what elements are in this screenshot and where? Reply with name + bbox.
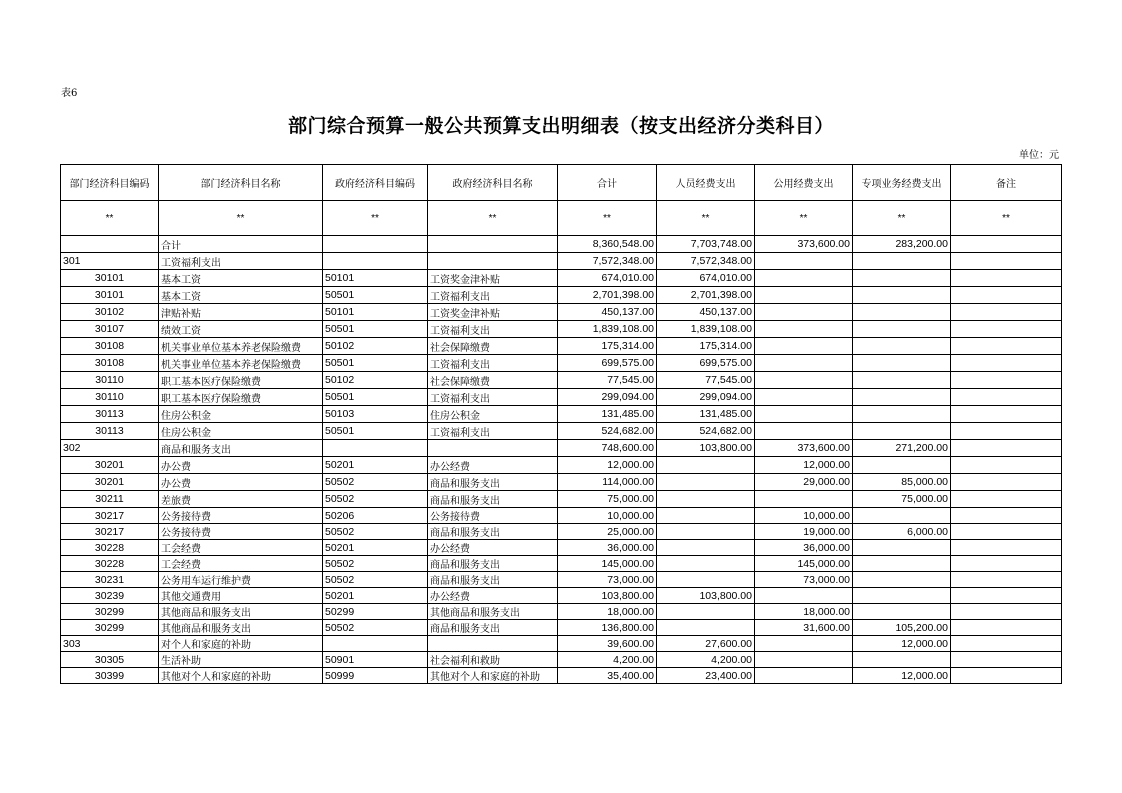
- dept-code-cell: 30110: [61, 389, 159, 406]
- remarks-cell: [951, 287, 1062, 304]
- gov-name-cell: [428, 440, 558, 457]
- gov-code-cell: 50501: [323, 321, 428, 338]
- total-cell: 2,701,398.00: [558, 287, 657, 304]
- gov-name-cell: 商品和服务支出: [428, 556, 558, 572]
- special-cell: 12,000.00: [853, 668, 951, 684]
- dept-code-cell: 30299: [61, 604, 159, 620]
- total-cell: 36,000.00: [558, 540, 657, 556]
- total-cell: 131,485.00: [558, 406, 657, 423]
- table-row: [61, 508, 1062, 524]
- table-row: [61, 287, 1062, 304]
- dept-code-cell: 30101: [61, 270, 159, 287]
- personnel-cell: 27,600.00: [657, 636, 755, 652]
- table-row: [61, 540, 1062, 556]
- budget-table: [60, 164, 1062, 684]
- public-cell: [755, 321, 853, 338]
- special-cell: 271,200.00: [853, 440, 951, 457]
- personnel-cell: 2,701,398.00: [657, 287, 755, 304]
- gov-code-cell: 50101: [323, 270, 428, 287]
- table-row: [61, 636, 1062, 652]
- public-cell: [755, 355, 853, 372]
- header-gov-code: 政府经济科目编码: [323, 165, 428, 201]
- gov-name-cell: 商品和服务支出: [428, 474, 558, 491]
- gov-name-cell: 公务接待费: [428, 508, 558, 524]
- table-row: [61, 423, 1062, 440]
- dept-code-cell: 30108: [61, 355, 159, 372]
- gov-name-cell: 社会福利和救助: [428, 652, 558, 668]
- personnel-cell: 7,703,748.00: [657, 236, 755, 253]
- public-cell: [755, 668, 853, 684]
- dept-code-cell: 30299: [61, 620, 159, 636]
- public-cell: [755, 389, 853, 406]
- dept-code-cell: 301: [61, 253, 159, 270]
- table-row: [61, 270, 1062, 287]
- personnel-cell: 131,485.00: [657, 406, 755, 423]
- personnel-cell: 674,010.00: [657, 270, 755, 287]
- gov-code-cell: 50299: [323, 604, 428, 620]
- gov-code-cell: 50502: [323, 524, 428, 540]
- gov-name-cell: 办公经费: [428, 588, 558, 604]
- public-cell: 10,000.00: [755, 508, 853, 524]
- dept-name-cell: 合计: [159, 236, 323, 253]
- total-cell: 524,682.00: [558, 423, 657, 440]
- special-cell: [853, 652, 951, 668]
- remarks-cell: [951, 321, 1062, 338]
- personnel-cell: 175,314.00: [657, 338, 755, 355]
- table-row: [61, 556, 1062, 572]
- total-cell: 450,137.00: [558, 304, 657, 321]
- remarks-cell: [951, 620, 1062, 636]
- placeholder-cell: **: [755, 201, 853, 236]
- personnel-cell: [657, 540, 755, 556]
- header-dept-code: 部门经济科目编码: [61, 165, 159, 201]
- personnel-cell: 4,200.00: [657, 652, 755, 668]
- public-cell: 18,000.00: [755, 604, 853, 620]
- dept-name-cell: 职工基本医疗保险缴费: [159, 389, 323, 406]
- special-cell: [853, 253, 951, 270]
- dept-code-cell: 30239: [61, 588, 159, 604]
- remarks-cell: [951, 372, 1062, 389]
- public-cell: 373,600.00: [755, 440, 853, 457]
- public-cell: [755, 304, 853, 321]
- gov-name-cell: [428, 636, 558, 652]
- placeholder-cell: **: [159, 201, 323, 236]
- remarks-cell: [951, 457, 1062, 474]
- remarks-cell: [951, 304, 1062, 321]
- gov-code-cell: 50502: [323, 556, 428, 572]
- dept-name-cell: 机关事业单位基本养老保险缴费: [159, 338, 323, 355]
- dept-name-cell: 其他对个人和家庭的补助: [159, 668, 323, 684]
- total-cell: 136,800.00: [558, 620, 657, 636]
- total-cell: 73,000.00: [558, 572, 657, 588]
- dept-code-cell: 30217: [61, 524, 159, 540]
- public-cell: [755, 270, 853, 287]
- remarks-cell: [951, 389, 1062, 406]
- gov-name-cell: 工资福利支出: [428, 287, 558, 304]
- personnel-cell: [657, 572, 755, 588]
- dept-name-cell: 住房公积金: [159, 423, 323, 440]
- dept-name-cell: 基本工资: [159, 287, 323, 304]
- dept-code-cell: 30108: [61, 338, 159, 355]
- gov-name-cell: 商品和服务支出: [428, 620, 558, 636]
- public-cell: 12,000.00: [755, 457, 853, 474]
- public-cell: [755, 652, 853, 668]
- header-public: 公用经费支出: [755, 165, 853, 201]
- public-cell: [755, 287, 853, 304]
- dept-name-cell: 办公费: [159, 474, 323, 491]
- remarks-cell: [951, 556, 1062, 572]
- personnel-cell: 103,800.00: [657, 440, 755, 457]
- dept-code-cell: 30113: [61, 423, 159, 440]
- gov-code-cell: 50501: [323, 423, 428, 440]
- gov-name-cell: [428, 236, 558, 253]
- gov-code-cell: 50502: [323, 474, 428, 491]
- gov-code-cell: 50999: [323, 668, 428, 684]
- dept-code-cell: 30399: [61, 668, 159, 684]
- table-row: [61, 304, 1062, 321]
- gov-name-cell: 其他对个人和家庭的补助: [428, 668, 558, 684]
- gov-name-cell: 办公经费: [428, 457, 558, 474]
- total-cell: 7,572,348.00: [558, 253, 657, 270]
- remarks-cell: [951, 440, 1062, 457]
- public-cell: 29,000.00: [755, 474, 853, 491]
- gov-name-cell: [428, 253, 558, 270]
- dept-code-cell: 30217: [61, 508, 159, 524]
- personnel-cell: [657, 556, 755, 572]
- gov-name-cell: 住房公积金: [428, 406, 558, 423]
- public-cell: 373,600.00: [755, 236, 853, 253]
- special-cell: 12,000.00: [853, 636, 951, 652]
- personnel-cell: [657, 474, 755, 491]
- header-special: 专项业务经费支出: [853, 165, 951, 201]
- gov-code-cell: 50102: [323, 372, 428, 389]
- special-cell: [853, 372, 951, 389]
- remarks-cell: [951, 270, 1062, 287]
- remarks-cell: [951, 423, 1062, 440]
- gov-name-cell: 商品和服务支出: [428, 572, 558, 588]
- special-cell: [853, 270, 951, 287]
- table-row: [61, 338, 1062, 355]
- table-row: [61, 620, 1062, 636]
- total-cell: 1,839,108.00: [558, 321, 657, 338]
- dept-code-cell: 30228: [61, 556, 159, 572]
- total-cell: 175,314.00: [558, 338, 657, 355]
- special-cell: [853, 572, 951, 588]
- total-cell: 25,000.00: [558, 524, 657, 540]
- dept-code-cell: 30107: [61, 321, 159, 338]
- table-row: [61, 652, 1062, 668]
- placeholder-cell: **: [657, 201, 755, 236]
- total-cell: 103,800.00: [558, 588, 657, 604]
- gov-name-cell: 商品和服务支出: [428, 491, 558, 508]
- dept-code-cell: 30201: [61, 457, 159, 474]
- dept-code-cell: [61, 236, 159, 253]
- table-row: [61, 588, 1062, 604]
- total-cell: 114,000.00: [558, 474, 657, 491]
- remarks-cell: [951, 540, 1062, 556]
- dept-name-cell: 差旅费: [159, 491, 323, 508]
- gov-code-cell: 50901: [323, 652, 428, 668]
- dept-name-cell: 公务用车运行维护费: [159, 572, 323, 588]
- gov-code-cell: 50201: [323, 588, 428, 604]
- dept-code-cell: 30102: [61, 304, 159, 321]
- special-cell: [853, 508, 951, 524]
- dept-code-cell: 303: [61, 636, 159, 652]
- public-cell: 31,600.00: [755, 620, 853, 636]
- dept-name-cell: 其他商品和服务支出: [159, 604, 323, 620]
- gov-code-cell: 50102: [323, 338, 428, 355]
- remarks-cell: [951, 338, 1062, 355]
- special-cell: [853, 389, 951, 406]
- personnel-cell: 299,094.00: [657, 389, 755, 406]
- gov-name-cell: 工资福利支出: [428, 355, 558, 372]
- gov-code-cell: [323, 440, 428, 457]
- dept-name-cell: 津贴补贴: [159, 304, 323, 321]
- gov-name-cell: 其他商品和服务支出: [428, 604, 558, 620]
- dept-name-cell: 公务接待费: [159, 508, 323, 524]
- public-cell: [755, 636, 853, 652]
- dept-name-cell: 工会经费: [159, 556, 323, 572]
- personnel-cell: [657, 508, 755, 524]
- total-cell: 75,000.00: [558, 491, 657, 508]
- table-row: [61, 491, 1062, 508]
- gov-name-cell: 工资奖金津补贴: [428, 270, 558, 287]
- total-cell: 18,000.00: [558, 604, 657, 620]
- placeholder-cell: **: [323, 201, 428, 236]
- table-row: [61, 668, 1062, 684]
- dept-name-cell: 工会经费: [159, 540, 323, 556]
- unit-label: 单位：元: [1019, 150, 1059, 161]
- gov-code-cell: 50501: [323, 287, 428, 304]
- dept-name-cell: 住房公积金: [159, 406, 323, 423]
- dept-code-cell: 30110: [61, 372, 159, 389]
- header-total: 合计: [558, 165, 657, 201]
- gov-name-cell: 工资福利支出: [428, 423, 558, 440]
- dept-name-cell: 其他商品和服务支出: [159, 620, 323, 636]
- personnel-cell: [657, 620, 755, 636]
- gov-code-cell: 50502: [323, 572, 428, 588]
- personnel-cell: 699,575.00: [657, 355, 755, 372]
- personnel-cell: [657, 491, 755, 508]
- personnel-cell: [657, 457, 755, 474]
- personnel-cell: 450,137.00: [657, 304, 755, 321]
- table-row: [61, 457, 1062, 474]
- remarks-cell: [951, 253, 1062, 270]
- public-cell: [755, 491, 853, 508]
- special-cell: [853, 338, 951, 355]
- remarks-cell: [951, 236, 1062, 253]
- special-cell: [853, 556, 951, 572]
- dept-code-cell: 30228: [61, 540, 159, 556]
- header-row: [61, 165, 1062, 201]
- gov-code-cell: 50501: [323, 389, 428, 406]
- gov-name-cell: 商品和服务支出: [428, 524, 558, 540]
- public-cell: [755, 406, 853, 423]
- public-cell: [755, 338, 853, 355]
- remarks-cell: [951, 406, 1062, 423]
- public-cell: 19,000.00: [755, 524, 853, 540]
- dept-code-cell: 30231: [61, 572, 159, 588]
- public-cell: 36,000.00: [755, 540, 853, 556]
- placeholder-cell: **: [558, 201, 657, 236]
- table-row: [61, 389, 1062, 406]
- header-personnel: 人员经费支出: [657, 165, 755, 201]
- personnel-cell: 103,800.00: [657, 588, 755, 604]
- dept-code-cell: 30211: [61, 491, 159, 508]
- page-title: 部门综合预算一般公共预算支出明细表（按支出经济分类科目）: [287, 115, 834, 137]
- gov-name-cell: 办公经费: [428, 540, 558, 556]
- gov-code-cell: 50502: [323, 491, 428, 508]
- gov-name-cell: 社会保障缴费: [428, 338, 558, 355]
- special-cell: [853, 304, 951, 321]
- total-cell: 145,000.00: [558, 556, 657, 572]
- gov-name-cell: 社会保障缴费: [428, 372, 558, 389]
- gov-code-cell: 50101: [323, 304, 428, 321]
- total-cell: 748,600.00: [558, 440, 657, 457]
- table-row: [61, 524, 1062, 540]
- total-cell: 10,000.00: [558, 508, 657, 524]
- public-cell: [755, 253, 853, 270]
- dept-name-cell: 对个人和家庭的补助: [159, 636, 323, 652]
- placeholder-cell: **: [951, 201, 1062, 236]
- special-cell: [853, 604, 951, 620]
- total-cell: 77,545.00: [558, 372, 657, 389]
- special-cell: [853, 287, 951, 304]
- table-row: [61, 372, 1062, 389]
- table-row: [61, 604, 1062, 620]
- gov-code-cell: [323, 253, 428, 270]
- dept-code-cell: 30101: [61, 287, 159, 304]
- total-cell: 299,094.00: [558, 389, 657, 406]
- public-cell: 145,000.00: [755, 556, 853, 572]
- dept-code-cell: 30113: [61, 406, 159, 423]
- public-cell: [755, 423, 853, 440]
- dept-code-cell: 30201: [61, 474, 159, 491]
- gov-name-cell: 工资福利支出: [428, 321, 558, 338]
- gov-code-cell: 50201: [323, 540, 428, 556]
- personnel-cell: 23,400.00: [657, 668, 755, 684]
- table-row: [61, 236, 1062, 253]
- placeholder-cell: **: [428, 201, 558, 236]
- dept-name-cell: 生活补助: [159, 652, 323, 668]
- dept-name-cell: 其他交通费用: [159, 588, 323, 604]
- public-cell: [755, 588, 853, 604]
- special-cell: [853, 355, 951, 372]
- dept-code-cell: 30305: [61, 652, 159, 668]
- header-dept-name: 部门经济科目名称: [159, 165, 323, 201]
- dept-name-cell: 基本工资: [159, 270, 323, 287]
- personnel-cell: 7,572,348.00: [657, 253, 755, 270]
- table-row: [61, 406, 1062, 423]
- remarks-cell: [951, 572, 1062, 588]
- personnel-cell: [657, 604, 755, 620]
- gov-code-cell: [323, 236, 428, 253]
- special-cell: [853, 457, 951, 474]
- personnel-cell: 1,839,108.00: [657, 321, 755, 338]
- total-cell: 4,200.00: [558, 652, 657, 668]
- dept-name-cell: 商品和服务支出: [159, 440, 323, 457]
- remarks-cell: [951, 588, 1062, 604]
- gov-name-cell: 工资福利支出: [428, 389, 558, 406]
- remarks-cell: [951, 652, 1062, 668]
- header-remarks: 备注: [951, 165, 1062, 201]
- table-row: [61, 253, 1062, 270]
- dept-name-cell: 公务接待费: [159, 524, 323, 540]
- remarks-cell: [951, 491, 1062, 508]
- remarks-cell: [951, 668, 1062, 684]
- total-cell: 8,360,548.00: [558, 236, 657, 253]
- table-row: [61, 321, 1062, 338]
- gov-code-cell: 50201: [323, 457, 428, 474]
- gov-code-cell: [323, 636, 428, 652]
- gov-code-cell: 50502: [323, 620, 428, 636]
- total-cell: 12,000.00: [558, 457, 657, 474]
- personnel-cell: 77,545.00: [657, 372, 755, 389]
- total-cell: 699,575.00: [558, 355, 657, 372]
- dept-name-cell: 职工基本医疗保险缴费: [159, 372, 323, 389]
- personnel-cell: [657, 524, 755, 540]
- remarks-cell: [951, 474, 1062, 491]
- gov-code-cell: 50103: [323, 406, 428, 423]
- special-cell: [853, 321, 951, 338]
- sheet-label: 表6: [61, 88, 78, 99]
- total-cell: 35,400.00: [558, 668, 657, 684]
- placeholder-cell: **: [853, 201, 951, 236]
- special-cell: 85,000.00: [853, 474, 951, 491]
- remarks-cell: [951, 355, 1062, 372]
- dept-name-cell: 工资福利支出: [159, 253, 323, 270]
- table-body: [61, 236, 1062, 684]
- dept-name-cell: 办公费: [159, 457, 323, 474]
- total-cell: 39,600.00: [558, 636, 657, 652]
- dept-code-cell: 302: [61, 440, 159, 457]
- special-cell: 105,200.00: [853, 620, 951, 636]
- gov-name-cell: 工资奖金津补贴: [428, 304, 558, 321]
- table-row: [61, 474, 1062, 491]
- personnel-cell: 524,682.00: [657, 423, 755, 440]
- dept-name-cell: 绩效工资: [159, 321, 323, 338]
- placeholder-row: [61, 201, 1062, 236]
- gov-code-cell: 50206: [323, 508, 428, 524]
- header-gov-name: 政府经济科目名称: [428, 165, 558, 201]
- gov-code-cell: 50501: [323, 355, 428, 372]
- special-cell: 283,200.00: [853, 236, 951, 253]
- remarks-cell: [951, 524, 1062, 540]
- total-cell: 674,010.00: [558, 270, 657, 287]
- placeholder-cell: **: [61, 201, 159, 236]
- special-cell: 6,000.00: [853, 524, 951, 540]
- public-cell: [755, 372, 853, 389]
- table-row: [61, 355, 1062, 372]
- table-row: [61, 440, 1062, 457]
- special-cell: [853, 423, 951, 440]
- special-cell: [853, 540, 951, 556]
- table-row: [61, 572, 1062, 588]
- remarks-cell: [951, 508, 1062, 524]
- remarks-cell: [951, 604, 1062, 620]
- special-cell: [853, 588, 951, 604]
- dept-name-cell: 机关事业单位基本养老保险缴费: [159, 355, 323, 372]
- special-cell: 75,000.00: [853, 491, 951, 508]
- special-cell: [853, 406, 951, 423]
- remarks-cell: [951, 636, 1062, 652]
- public-cell: 73,000.00: [755, 572, 853, 588]
